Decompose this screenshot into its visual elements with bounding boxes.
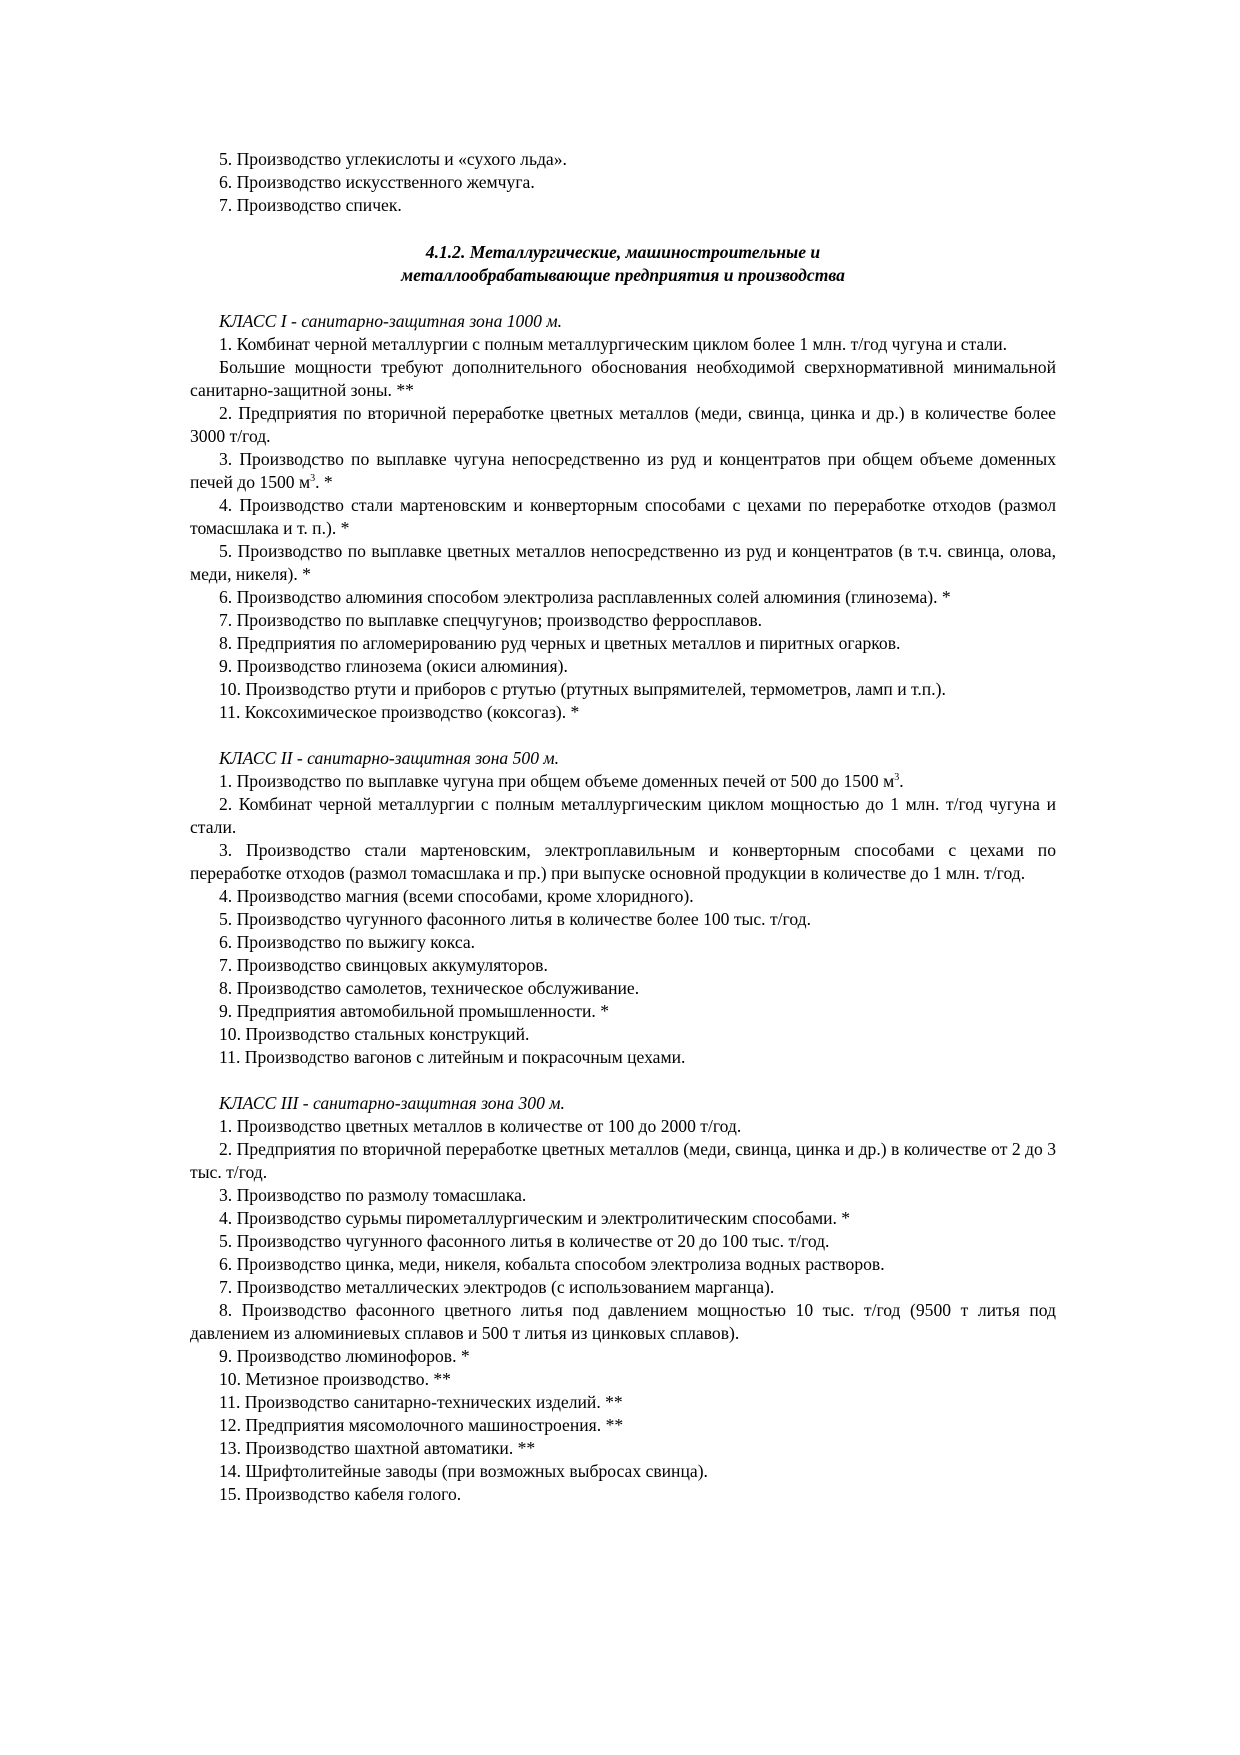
list-item: 5. Производство чугунного фасонного литья в количестве от 20 до 100 тыс. т/год. [219,1231,830,1251]
class-title: КЛАСС III - санитарно-защитная зона 300 м. [219,1093,565,1113]
list-item [190,448,1056,494]
list-item [190,770,1056,793]
list-item: 2. Предприятия по вторичной переработке цветных металлов (меди, свинца, цинка и др.) в количестве более 3000 т/год. [190,403,1056,446]
list-item: 6. Производство искусственного жемчуга. [219,172,535,192]
item-text: 1. Производство по выплавке чугуна при общем объеме доменных печей от 500 до 1500 м [219,771,895,791]
list-item: 5. Производство углекислоты и «сухого льда». [219,149,567,169]
list-item: 7. Производство свинцовых аккумуляторов. [219,955,548,975]
heading-line: металлообрабатывающие предприятия и производства [401,265,845,285]
list-item: 6. Производство алюминия способом электролиза расплавленных солей алюминия (глинозема). * [219,587,951,607]
list-item: 15. Производство кабеля голого. [219,1484,462,1504]
list-item: 8. Предприятия по агломерированию руд черных и цветных металлов и пиритных огарков. [219,633,901,653]
section-heading [190,241,1056,287]
list-item: 4. Производство магния (всеми способами, кроме хлоридного). [219,886,694,906]
list-item: 9. Предприятия автомобильной промышленности. * [219,1001,610,1021]
list-item: 6. Производство по выжигу кокса. [219,932,476,952]
class-title: КЛАСС I - санитарно-защитная зона 1000 м. [219,311,562,331]
list-item: 3. Производство стали мартеновским, электроплавильным и конверторным способами с цехами по переработке отходов (размол томасшлака и пр.) при выпуске основной продукции в количестве до 1 млн. т/год. [190,840,1056,883]
spacer [190,724,1056,747]
note-paragraph: Большие мощности требуют дополнительного обоснования необходимой сверхнормативной минимальной санитарно-защитной зоны. ** [190,357,1056,400]
list-item: 7. Производство по выплавке спецчугунов; производство ферросплавов. [219,610,763,630]
item-text-end: . [899,771,904,791]
superscript: 3 [894,772,900,784]
item-text: 3. Производство по выплавке чугуна непосредственно из руд и концентратов при общем объеме доменных печей до 1500 м [190,449,1056,492]
list-item: 7. Производство металлических электродов (с использованием марганца). [219,1277,775,1297]
document-page [190,148,1056,1506]
list-item: 13. Производство шахтной автоматики. ** [219,1438,536,1458]
class-title: КЛАСС II - санитарно-защитная зона 500 м. [219,748,560,768]
list-item: 11. Коксохимическое производство (коксогаз). * [219,702,580,722]
list-item: 9. Производство глинозема (окиси алюминия). [219,656,568,676]
list-item: 9. Производство люминофоров. * [219,1346,470,1366]
spacer [190,1069,1056,1092]
list-item: 4. Производство сурьмы пирометаллургическим и электролитическим способами. * [219,1208,851,1228]
list-item: 12. Предприятия мясомолочного машиностроения. ** [219,1415,624,1435]
list-item: 2. Предприятия по вторичной переработке цветных металлов (меди, свинца, цинка и др.) в количестве от 2 до 3 тыс. т/год. [190,1139,1056,1182]
item-text-end: . * [315,472,333,492]
list-item: 10. Производство ртути и приборов с ртутью (ртутных выпрямителей, термометров, ламп и т.п.). [219,679,946,699]
list-item: 10. Производство стальных конструкций. [219,1024,530,1044]
list-item: 4. Производство стали мартеновским и конверторным способами с цехами по переработке отходов (размол томасшлака и т. п.). * [190,495,1056,538]
list-item: 10. Метизное производство. ** [219,1369,451,1389]
list-item: 8. Производство фасонного цветного литья под давлением мощностью 10 тыс. т/год (9500 т литья под давлением из алюминиевых сплавов и 500 т литья из цинковых сплавов). [190,1300,1056,1343]
list-item: 7. Производство спичек. [219,195,402,215]
list-item: 14. Шрифтолитейные заводы (при возможных выбросах свинца). [219,1461,708,1481]
list-item: 1. Производство цветных металлов в количестве от 100 до 2000 т/год. [219,1116,742,1136]
list-item: 2. Комбинат черной металлургии с полным металлургическим циклом мощностью до 1 млн. т/год чугуна и стали. [190,794,1056,837]
list-item: 11. Производство вагонов с литейным и покрасочным цехами. [219,1047,686,1067]
list-item: 11. Производство санитарно-технических изделий. ** [219,1392,623,1412]
list-item: 6. Производство цинка, меди, никеля, кобальта способом электролиза водных растворов. [219,1254,885,1274]
superscript: 3 [310,473,316,485]
list-item: 1. Комбинат черной металлургии с полным металлургическим циклом более 1 млн. т/год чугуна и стали. [219,334,1008,354]
list-item: 5. Производство по выплавке цветных металлов непосредственно из руд и концентратов (в т.ч. свинца, олова, меди, никеля). * [190,541,1056,584]
heading-line: 4.1.2. Металлургические, машиностроительные и [425,242,821,262]
list-item: 3. Производство по размолу томасшлака. [219,1185,527,1205]
list-item: 8. Производство самолетов, техническое обслуживание. [219,978,640,998]
list-item: 5. Производство чугунного фасонного литья в количестве более 100 тыс. т/год. [219,909,811,929]
